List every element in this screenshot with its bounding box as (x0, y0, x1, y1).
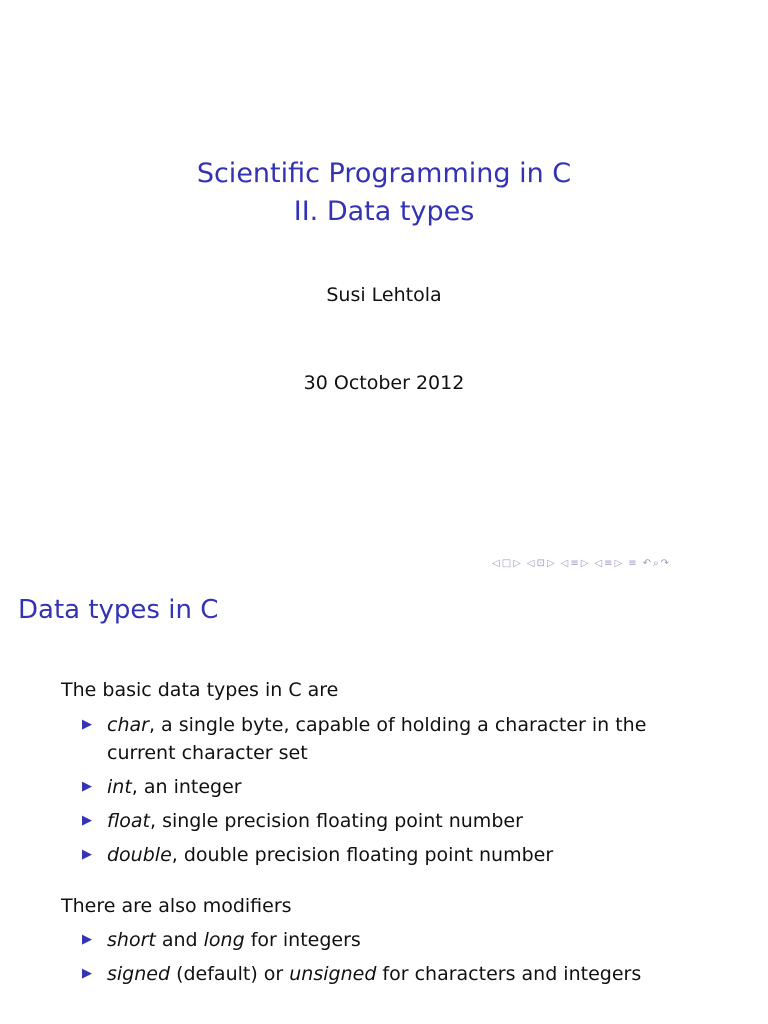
modifier-term: unsigned (289, 963, 377, 985)
list-item (82, 773, 682, 801)
nav-subsection-icon[interactable]: ⊡ (536, 557, 545, 569)
type-description: , single precision floating point number (150, 810, 523, 832)
nav-document-group (594, 558, 622, 569)
modifier-description: for characters and integers (376, 963, 642, 985)
list-item (82, 960, 682, 988)
modifier-term: short (107, 929, 156, 951)
nav-left-arrow-icon[interactable]: ◁ (594, 557, 603, 569)
modifiers-intro-text: There are also modifiers (61, 895, 292, 917)
triangle-bullet-icon: ▶ (82, 966, 92, 981)
beamer-navigation-bar (492, 556, 669, 570)
type-term: float (107, 810, 150, 832)
nav-left-arrow-icon[interactable]: ◁ (560, 557, 569, 569)
frame-title: Data types in C (18, 595, 219, 625)
type-description: , double precision floating point number (171, 844, 554, 866)
type-term: char (107, 714, 149, 736)
nav-document-icon[interactable]: ≡ (604, 557, 613, 569)
triangle-bullet-icon: ▶ (82, 813, 92, 828)
modifiers-list (82, 926, 682, 994)
triangle-bullet-icon: ▶ (82, 847, 92, 862)
triangle-bullet-icon: ▶ (82, 717, 92, 732)
list-item (82, 926, 682, 954)
nav-back-icon[interactable]: ↶ (642, 557, 652, 569)
list-item (82, 807, 682, 835)
title-line-2: II. Data types (293, 196, 475, 227)
nav-right-arrow-icon[interactable]: ▷ (580, 557, 589, 569)
nav-frame-group (492, 558, 521, 569)
content-slide (0, 576, 768, 1024)
triangle-bullet-icon: ▶ (82, 932, 92, 947)
modifier-term: long (203, 929, 245, 951)
triangle-bullet-icon: ▶ (82, 779, 92, 794)
type-term: int (107, 776, 132, 798)
type-term: double (107, 844, 172, 866)
nav-frame-icon[interactable]: □ (501, 557, 512, 569)
data-types-list (82, 711, 682, 875)
nav-forward-icon[interactable]: ↷ (660, 557, 670, 569)
type-description: , an integer (131, 776, 242, 798)
intro-text: The basic data types in C are (61, 679, 339, 701)
type-description: , a single byte, capable of holding a character in the current character set (107, 714, 647, 764)
nav-section-icon[interactable]: ≡ (570, 557, 579, 569)
nav-right-arrow-icon[interactable]: ▷ (546, 557, 555, 569)
modifier-term: signed (107, 963, 171, 985)
nav-left-arrow-icon[interactable]: ◁ (526, 557, 535, 569)
list-item (82, 711, 682, 767)
title-line-1: Scientific Programming in C (196, 158, 572, 189)
list-item (82, 841, 682, 869)
nav-right-arrow-icon[interactable]: ▷ (513, 557, 521, 569)
modifier-description: for integers (244, 929, 361, 951)
nav-section-group (561, 558, 589, 569)
presentation-date: 30 October 2012 (303, 372, 465, 394)
modifier-connector: (default) or (170, 963, 290, 985)
modifier-connector: and (155, 929, 204, 951)
presentation-title (0, 155, 768, 231)
nav-search-group (643, 558, 669, 569)
author-name: Susi Lehtola (326, 284, 442, 306)
nav-left-arrow-icon[interactable]: ◁ (492, 557, 500, 569)
nav-search-icon[interactable]: ⌕ (653, 557, 659, 569)
nav-right-arrow-icon[interactable]: ▷ (614, 557, 623, 569)
nav-subsection-group (527, 558, 555, 569)
nav-appendix-icon[interactable]: ≡ (628, 557, 637, 569)
